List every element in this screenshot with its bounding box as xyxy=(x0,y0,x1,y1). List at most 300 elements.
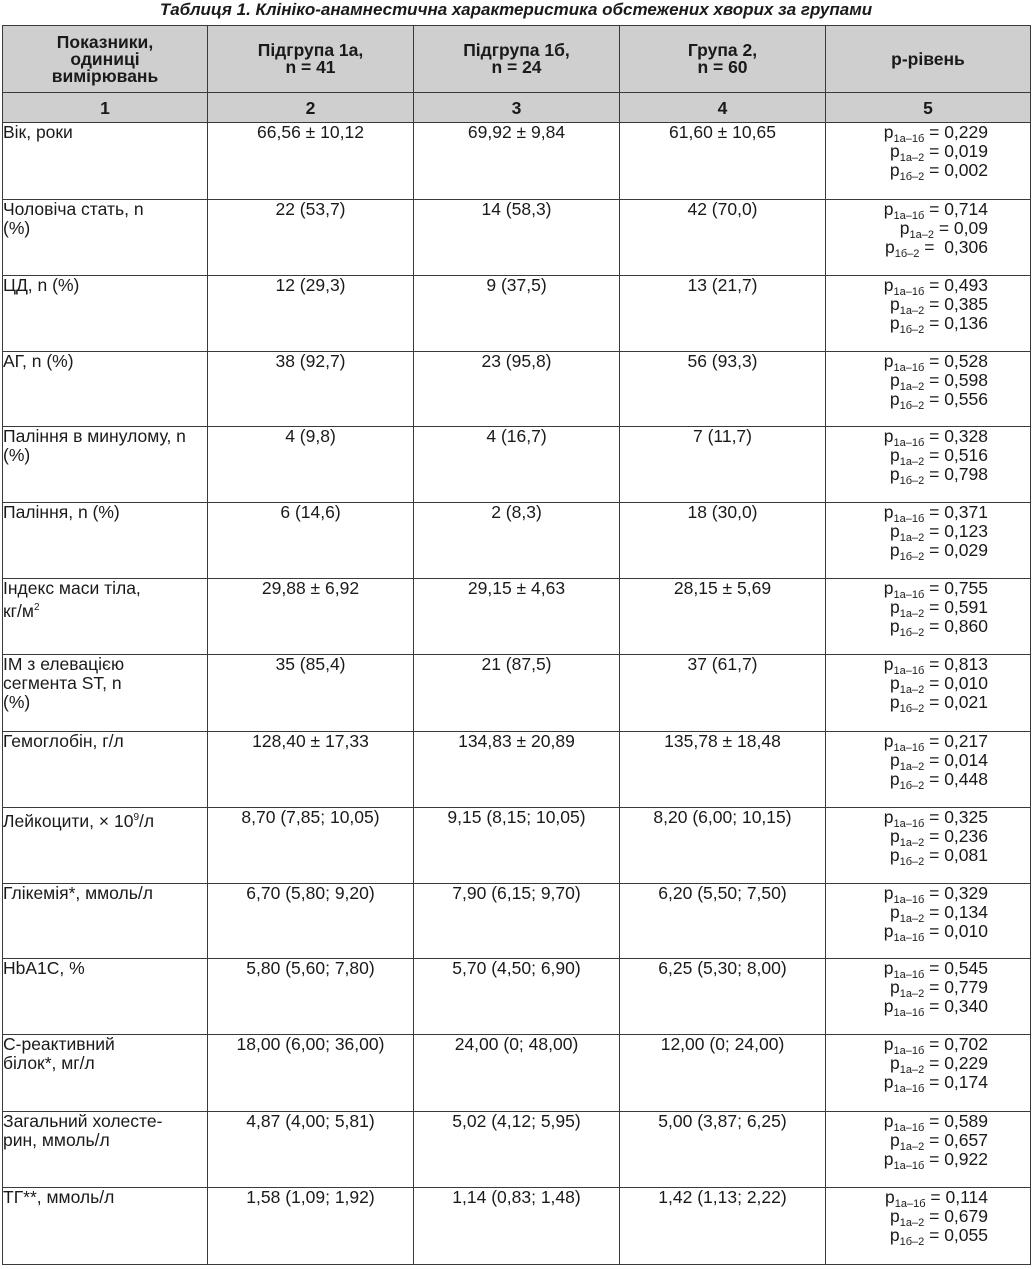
p-value: = 0,174 xyxy=(924,1072,988,1092)
p-value-line xyxy=(868,370,988,393)
p-value-line xyxy=(868,1130,988,1153)
p-value-line xyxy=(868,237,988,260)
p-symbol: p xyxy=(883,958,894,978)
p-value-line xyxy=(868,218,988,241)
value-cell: 5,80 (5,60; 7,80) xyxy=(208,959,414,1035)
p-symbol: p xyxy=(890,294,900,314)
p-value-line xyxy=(868,160,988,183)
p-value: = 0,306 xyxy=(919,237,988,257)
table-row xyxy=(3,352,1031,427)
label-tail: /л xyxy=(139,811,155,831)
p-subscript: 1б–2 xyxy=(899,171,925,183)
p-value: = 0,136 xyxy=(924,313,988,333)
p-value-line xyxy=(868,673,988,696)
p-value-cell xyxy=(826,655,1031,732)
value-cell: 9 (37,5) xyxy=(414,276,620,352)
value-cell: 61,60 ± 10,65 xyxy=(620,123,826,200)
value-cell: 4 (16,7) xyxy=(414,427,620,503)
column-number: 4 xyxy=(620,93,826,123)
indicator-label: Глікемія*, ммоль/л xyxy=(3,883,153,903)
table-row xyxy=(3,1112,1031,1188)
p-value-line xyxy=(868,313,988,336)
p-subscript: 1б–2 xyxy=(899,627,925,639)
value-cell: 8,20 (6,00; 10,15) xyxy=(620,808,826,884)
p-value-line xyxy=(868,750,988,773)
value-cell: 69,92 ± 9,84 xyxy=(414,123,620,200)
p-symbol: p xyxy=(890,521,900,541)
p-value-line xyxy=(868,1053,988,1076)
p-symbol: p xyxy=(890,673,900,693)
table-row xyxy=(3,427,1031,503)
p-symbol: p xyxy=(890,445,900,465)
table-row xyxy=(3,884,1031,959)
value-cell: 1,58 (1,09; 1,92) xyxy=(208,1188,414,1265)
p-value-line xyxy=(868,578,988,601)
p-subscript: 1а–1б xyxy=(893,1160,925,1172)
p-subscript: 1б–2 xyxy=(899,1236,925,1248)
p-symbol: p xyxy=(890,1206,900,1226)
p-value-line xyxy=(868,1206,988,1229)
value-cell: 134,83 ± 20,89 xyxy=(414,732,620,808)
p-value-line xyxy=(868,275,988,298)
indicator-cell xyxy=(3,1035,208,1112)
p-subscript: 1а–1б xyxy=(893,513,925,525)
header-subgroup-1a: Підгрупа 1а, n = 41 xyxy=(208,26,414,93)
p-value-line xyxy=(868,731,988,754)
value-cell: 29,15 ± 4,63 xyxy=(414,579,620,655)
p-subscript: 1а–1б xyxy=(893,894,925,906)
indicator-cell xyxy=(3,352,208,427)
p-subscript: 1а–1б xyxy=(893,1122,925,1134)
indicator-label: Гемоглобін, г/л xyxy=(3,731,124,751)
p-value-line xyxy=(868,141,988,164)
value-cell: 13 (21,7) xyxy=(620,276,826,352)
p-subscript: 1а–1б xyxy=(893,437,925,449)
p-subscript: 1а–2 xyxy=(899,684,925,696)
header-row xyxy=(3,26,1031,93)
p-symbol: p xyxy=(890,141,900,161)
indicator-label: ЦД, n (%) xyxy=(3,275,80,295)
p-value-line xyxy=(868,807,988,830)
p-value: = 0,556 xyxy=(924,389,988,409)
p-value: = 0,010 xyxy=(924,921,988,941)
p-value-cell xyxy=(826,1112,1031,1188)
p-symbol: p xyxy=(883,351,894,371)
p-value-cell xyxy=(826,1035,1031,1112)
p-subscript: 1а–1б xyxy=(893,1007,925,1019)
p-value-line xyxy=(868,1111,988,1134)
p-subscript: 1б–2 xyxy=(899,856,925,868)
p-value-line xyxy=(868,122,988,145)
p-value-cell xyxy=(826,123,1031,200)
value-cell: 6 (14,6) xyxy=(208,503,414,579)
p-subscript: 1б–2 xyxy=(899,475,925,487)
p-symbol: p xyxy=(889,464,900,484)
p-subscript: 1а–2 xyxy=(899,988,925,1000)
p-subscript: 1а–1б xyxy=(893,210,925,222)
header-group-2: Група 2, n = 60 xyxy=(620,26,826,93)
p-value-cell xyxy=(826,427,1031,503)
p-value: = 0,029 xyxy=(924,540,988,560)
column-number: 1 xyxy=(3,93,208,123)
p-symbol: p xyxy=(889,313,900,333)
indicator-cell xyxy=(3,1112,208,1188)
p-symbol: p xyxy=(890,1053,900,1073)
value-cell: 1,42 (1,13; 2,22) xyxy=(620,1188,826,1265)
indicator-cell xyxy=(3,276,208,352)
p-value-line xyxy=(868,502,988,525)
value-cell: 4,87 (4,00; 5,81) xyxy=(208,1112,414,1188)
value-cell: 6,25 (5,30; 8,00) xyxy=(620,959,826,1035)
p-symbol: p xyxy=(883,996,894,1016)
header-indicators: Показники, одиниці вимірювань xyxy=(3,26,208,93)
p-value-line xyxy=(868,692,988,715)
p-value: = 0,114 xyxy=(925,1187,988,1207)
table-row xyxy=(3,959,1031,1035)
value-cell: 135,78 ± 18,48 xyxy=(620,732,826,808)
value-cell: 38 (92,7) xyxy=(208,352,414,427)
p-subscript: 1а–1б xyxy=(894,1198,926,1210)
p-symbol: p xyxy=(883,1149,894,1169)
table-row xyxy=(3,1188,1031,1265)
p-subscript: 1а–1б xyxy=(893,133,925,145)
value-cell: 2 (8,3) xyxy=(414,503,620,579)
p-subscript: 1б–2 xyxy=(894,248,920,260)
p-value-line xyxy=(868,1072,988,1095)
table-row xyxy=(3,808,1031,884)
p-symbol: p xyxy=(899,218,910,238)
p-symbol: p xyxy=(883,578,894,598)
table-row xyxy=(3,1035,1031,1112)
p-subscript: 1б–2 xyxy=(899,400,925,412)
p-symbol: p xyxy=(885,1187,895,1207)
p-symbol: p xyxy=(890,597,900,617)
patient-characteristics-table xyxy=(2,25,1031,1265)
p-subscript: 1а–2 xyxy=(899,152,925,164)
indicator-label: Загальний холесте-рин, ммоль/л xyxy=(3,1111,163,1150)
p-subscript: 1а–2 xyxy=(899,532,925,544)
indicator-cell xyxy=(3,884,208,959)
p-symbol: p xyxy=(883,883,894,903)
p-subscript: 1а–2 xyxy=(899,1064,925,1076)
p-subscript: 1а–2 xyxy=(899,381,925,393)
p-symbol: p xyxy=(890,977,900,997)
p-symbol: p xyxy=(889,692,900,712)
p-value: = 0,371 xyxy=(924,502,988,522)
value-cell: 128,40 ± 17,33 xyxy=(208,732,414,808)
p-symbol: p xyxy=(890,902,900,922)
p-subscript: 1а–2 xyxy=(899,305,925,317)
p-value: = 0,002 xyxy=(924,160,988,180)
p-value-line xyxy=(868,1034,988,1057)
indicator-cell xyxy=(3,427,208,503)
p-subscript: 1а–1б xyxy=(893,665,925,677)
p-subscript: 1а–2 xyxy=(909,229,934,241)
p-subscript: 1а–2 xyxy=(899,1217,925,1229)
p-subscript: 1б–2 xyxy=(899,551,925,563)
p-value: = 0,236 xyxy=(924,826,988,846)
p-value-cell xyxy=(826,200,1031,276)
p-subscript: 1б–2 xyxy=(899,324,925,336)
p-value-line xyxy=(868,1187,988,1210)
table-row xyxy=(3,732,1031,808)
p-symbol: p xyxy=(889,845,900,865)
p-subscript: 1а–1б xyxy=(893,742,925,754)
p-value-cell xyxy=(826,808,1031,884)
p-value: = 0,217 xyxy=(924,731,988,751)
p-value-line xyxy=(868,199,988,222)
indicator-cell xyxy=(3,732,208,808)
value-cell: 5,02 (4,12; 5,95) xyxy=(414,1112,620,1188)
indicator-cell xyxy=(3,655,208,732)
p-symbol: p xyxy=(883,1072,894,1092)
p-symbol: p xyxy=(883,921,894,941)
value-cell: 21 (87,5) xyxy=(414,655,620,732)
p-subscript: 1а–1б xyxy=(893,969,925,981)
p-symbol: p xyxy=(889,160,900,180)
table-row xyxy=(3,503,1031,579)
indicator-label: Лейкоцити, × 10 xyxy=(3,811,134,831)
p-symbol: p xyxy=(885,237,895,257)
value-cell: 6,70 (5,80; 9,20) xyxy=(208,884,414,959)
p-value-cell xyxy=(826,1188,1031,1265)
p-subscript: 1б–2 xyxy=(899,703,925,715)
value-cell: 9,15 (8,15; 10,05) xyxy=(414,808,620,884)
p-value: = 0,714 xyxy=(924,199,988,219)
value-cell: 7 (11,7) xyxy=(620,427,826,503)
p-value: = 0,589 xyxy=(924,1111,988,1131)
p-value: = 0,123 xyxy=(924,521,988,541)
p-subscript: 1а–1б xyxy=(893,1045,925,1057)
value-cell: 18,00 (6,00; 36,00) xyxy=(208,1035,414,1112)
p-value-cell xyxy=(826,503,1031,579)
p-value: = 0,329 xyxy=(924,883,988,903)
p-value-line xyxy=(868,654,988,677)
value-cell: 5,00 (3,87; 6,25) xyxy=(620,1112,826,1188)
p-value-line xyxy=(868,616,988,639)
p-value: = 0,702 xyxy=(924,1034,988,1054)
p-value-cell xyxy=(826,884,1031,959)
p-subscript: 1а–1б xyxy=(893,286,925,298)
p-value-cell xyxy=(826,352,1031,427)
value-cell: 29,88 ± 6,92 xyxy=(208,579,414,655)
p-value: = 0,134 xyxy=(924,902,988,922)
p-subscript: 1а–2 xyxy=(899,837,925,849)
p-symbol: p xyxy=(889,389,900,409)
label-superscript: 2 xyxy=(33,602,40,613)
p-symbol: p xyxy=(889,1225,900,1245)
p-subscript: 1а–1б xyxy=(893,932,925,944)
p-subscript: 1б–2 xyxy=(899,780,925,792)
indicator-label: АГ, n (%) xyxy=(3,351,74,371)
p-value-line xyxy=(868,1225,988,1248)
p-value: = 0,860 xyxy=(924,616,988,636)
column-number: 3 xyxy=(414,93,620,123)
p-value: = 0,591 xyxy=(924,597,988,617)
p-value: = 0,755 xyxy=(924,578,988,598)
p-value: = 0,545 xyxy=(924,958,988,978)
indicator-label: Паління, n (%) xyxy=(3,502,120,522)
p-value: = 0,798 xyxy=(924,464,988,484)
p-value: = 0,922 xyxy=(924,1149,988,1169)
p-value-line xyxy=(868,769,988,792)
p-value: = 0,021 xyxy=(924,692,988,712)
p-value-line xyxy=(868,921,988,944)
p-value-line xyxy=(868,1149,988,1172)
table-row xyxy=(3,655,1031,732)
p-value-line xyxy=(868,826,988,849)
p-value-line xyxy=(868,445,988,468)
p-value: = 0,448 xyxy=(924,769,988,789)
value-cell: 18 (30,0) xyxy=(620,503,826,579)
indicator-cell xyxy=(3,808,208,884)
p-value: = 0,328 xyxy=(924,426,988,446)
p-value: = 0,229 xyxy=(924,1053,988,1073)
p-symbol: p xyxy=(883,807,894,827)
p-symbol: p xyxy=(889,540,900,560)
value-cell: 56 (93,3) xyxy=(620,352,826,427)
p-symbol: p xyxy=(883,731,894,751)
p-value-line xyxy=(868,977,988,1000)
indicator-cell xyxy=(3,123,208,200)
column-number: 5 xyxy=(826,93,1031,123)
indicator-cell xyxy=(3,503,208,579)
label-superscript: 9 xyxy=(133,812,140,823)
p-subscript: 1а–1б xyxy=(893,1083,925,1095)
p-value-cell xyxy=(826,732,1031,808)
p-value-line xyxy=(868,294,988,317)
table-row xyxy=(3,579,1031,655)
p-value: = 0,014 xyxy=(924,750,988,770)
p-value: = 0,340 xyxy=(924,996,988,1016)
indicator-cell xyxy=(3,200,208,276)
p-subscript: 1а–2 xyxy=(899,761,925,773)
p-symbol: p xyxy=(883,1111,894,1131)
indicator-label: ТГ**, ммоль/л xyxy=(3,1187,115,1207)
p-value: = 0,657 xyxy=(924,1130,988,1150)
header-p-level: p-рівень xyxy=(826,26,1031,93)
p-value: = 0,055 xyxy=(924,1225,988,1245)
p-symbol: p xyxy=(883,199,894,219)
value-cell: 42 (70,0) xyxy=(620,200,826,276)
p-value: = 0,493 xyxy=(924,275,988,295)
table-row xyxy=(3,276,1031,352)
indicator-label: Індекс маси тіла, кг/м xyxy=(3,578,141,621)
p-value: = 0,813 xyxy=(924,654,988,674)
p-value-cell xyxy=(826,959,1031,1035)
p-value: = 0,528 xyxy=(924,351,988,371)
indicator-label: Паління в минулому, n (%) xyxy=(3,426,186,465)
p-value-cell xyxy=(826,276,1031,352)
p-symbol: p xyxy=(890,826,900,846)
p-value-line xyxy=(868,996,988,1019)
p-symbol: p xyxy=(890,1130,900,1150)
p-symbol: p xyxy=(883,502,894,522)
p-subscript: 1а–1б xyxy=(893,589,925,601)
indicator-label: HbA1C, % xyxy=(3,958,85,978)
p-value: = 0,679 xyxy=(924,1206,988,1226)
indicator-label: ІМ з елевацією сегмента ST, n (%) xyxy=(3,654,125,712)
p-value: = 0,598 xyxy=(924,370,988,390)
indicator-cell xyxy=(3,1188,208,1265)
p-value-line xyxy=(868,426,988,449)
value-cell: 66,56 ± 10,12 xyxy=(208,123,414,200)
p-subscript: 1а–2 xyxy=(899,1141,925,1153)
value-cell: 12 (29,3) xyxy=(208,276,414,352)
p-value-line xyxy=(868,845,988,868)
value-cell: 35 (85,4) xyxy=(208,655,414,732)
indicator-label: Чоловіча стать, n (%) xyxy=(3,199,144,238)
value-cell: 7,90 (6,15; 9,70) xyxy=(414,884,620,959)
column-number-row xyxy=(3,93,1031,123)
p-value: = 0,779 xyxy=(924,977,988,997)
p-value: = 0,09 xyxy=(933,218,988,238)
value-cell: 8,70 (7,85; 10,05) xyxy=(208,808,414,884)
table-caption: Таблиця 1. Клініко-анамнестична характеристика обстежених хворих за групами xyxy=(159,0,873,19)
p-subscript: 1а–1б xyxy=(893,362,925,374)
value-cell: 37 (61,7) xyxy=(620,655,826,732)
indicator-label: С-реактивний білок*, мг/л xyxy=(3,1034,115,1073)
p-symbol: p xyxy=(883,654,894,674)
p-value: = 0,081 xyxy=(924,845,988,865)
indicator-label: Вік, роки xyxy=(3,122,73,142)
value-cell: 22 (53,7) xyxy=(208,200,414,276)
p-value: = 0,010 xyxy=(924,673,988,693)
p-value-line xyxy=(868,958,988,981)
p-value-line xyxy=(868,902,988,925)
value-cell: 24,00 (0; 48,00) xyxy=(414,1035,620,1112)
p-value-line xyxy=(868,540,988,563)
p-value-line xyxy=(868,883,988,906)
p-value: = 0,229 xyxy=(924,122,988,142)
p-symbol: p xyxy=(889,769,900,789)
p-value-line xyxy=(868,521,988,544)
value-cell: 14 (58,3) xyxy=(414,200,620,276)
value-cell: 28,15 ± 5,69 xyxy=(620,579,826,655)
p-subscript: 1а–2 xyxy=(899,456,925,468)
value-cell: 23 (95,8) xyxy=(414,352,620,427)
p-value-line xyxy=(868,597,988,620)
p-value-line xyxy=(868,351,988,374)
p-value-cell xyxy=(826,579,1031,655)
p-subscript: 1а–2 xyxy=(899,608,925,620)
p-symbol: p xyxy=(883,426,894,446)
p-symbol: p xyxy=(883,275,894,295)
p-subscript: 1а–2 xyxy=(899,913,925,925)
p-value-line xyxy=(868,464,988,487)
column-number: 2 xyxy=(208,93,414,123)
p-symbol: p xyxy=(890,750,900,770)
value-cell: 4 (9,8) xyxy=(208,427,414,503)
value-cell: 6,20 (5,50; 7,50) xyxy=(620,884,826,959)
p-symbol: p xyxy=(883,1034,894,1054)
p-symbol: p xyxy=(890,370,900,390)
value-cell: 1,14 (0,83; 1,48) xyxy=(414,1188,620,1265)
table-row xyxy=(3,200,1031,276)
p-value: = 0,325 xyxy=(924,807,988,827)
indicator-cell xyxy=(3,579,208,655)
header-subgroup-1b: Підгрупа 1б, n = 24 xyxy=(414,26,620,93)
table-row xyxy=(3,123,1031,200)
p-value-line xyxy=(868,389,988,412)
p-value: = 0,019 xyxy=(924,141,988,161)
value-cell: 12,00 (0; 24,00) xyxy=(620,1035,826,1112)
indicator-cell xyxy=(3,959,208,1035)
p-subscript: 1а–1б xyxy=(893,818,925,830)
value-cell: 5,70 (4,50; 6,90) xyxy=(414,959,620,1035)
p-value: = 0,516 xyxy=(924,445,988,465)
p-symbol: p xyxy=(889,616,900,636)
